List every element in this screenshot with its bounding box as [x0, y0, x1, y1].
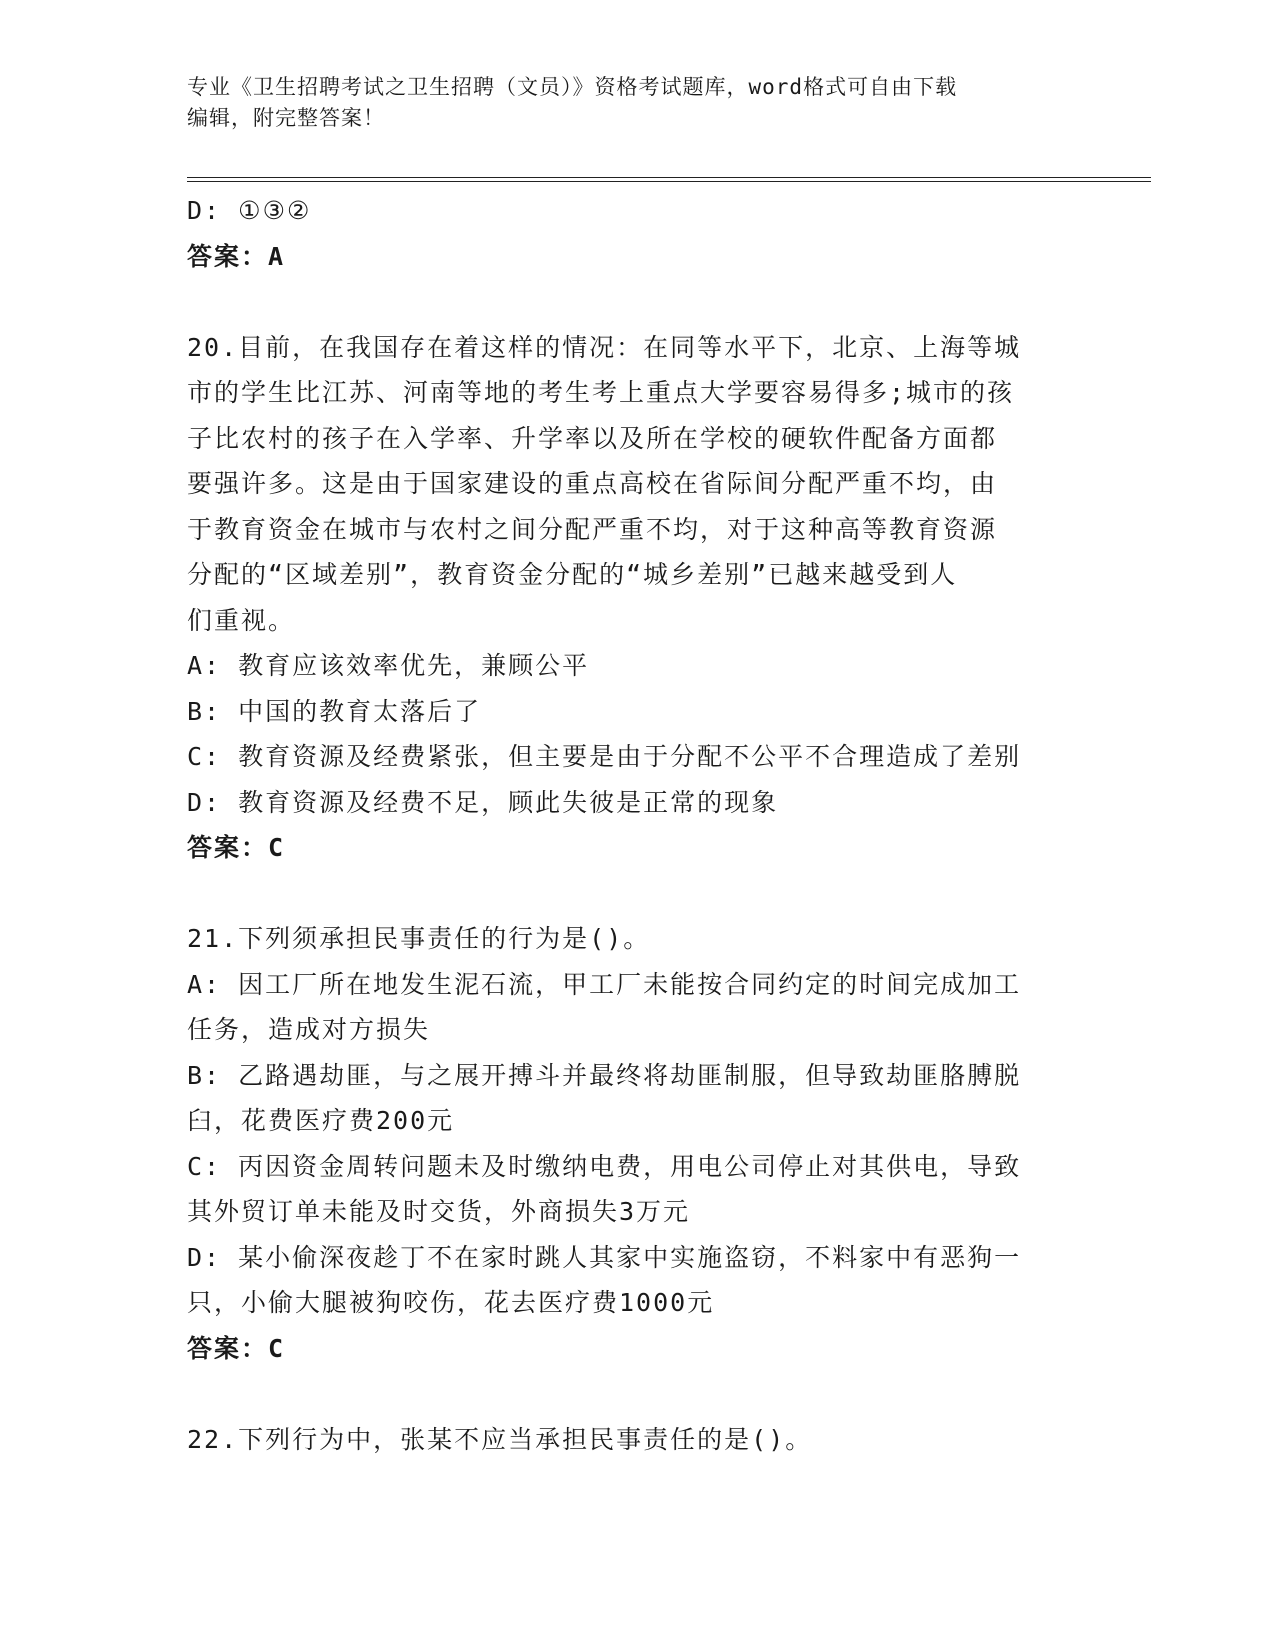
q20-option-d: D: 教育资源及经费不足，顾此失彼是正常的现象 [187, 787, 779, 817]
question-22 [187, 1417, 1087, 1463]
question-20 [187, 325, 1087, 871]
q20-stem-line: 市的学生比江苏、河南等地的考生考上重点大学要容易得多;城市的孩 [187, 378, 1015, 407]
q20-option-a: A: 教育应该效率优先，兼顾公平 [187, 651, 590, 680]
q20-stem-line: 20.目前，在我国存在着这样的情况：在同等水平下，北京、上海等城 [187, 332, 1022, 362]
q19-answer: 答案：A [187, 241, 286, 271]
q20-stem-line: 们重视。 [187, 605, 296, 635]
question-21 [187, 916, 1087, 1371]
q20-option-b: B: 中国的教育太落后了 [187, 696, 482, 726]
q21-stem: 21.下列须承担民事责任的行为是()。 [187, 924, 651, 953]
q21-answer: 答案：C [187, 1333, 286, 1363]
header-divider-bottom [187, 181, 1151, 182]
q21-option-d-cont: 只，小偷大腿被狗咬伤，花去医疗费1000元 [187, 1288, 715, 1317]
q21-option-a-cont: 任务，造成对方损失 [187, 1015, 431, 1044]
q20-stem-line: 要强许多。这是由于国家建设的重点高校在省际间分配严重不均，由 [187, 469, 998, 498]
q20-option-c: C: 教育资源及经费紧张，但主要是由于分配不公平不合理造成了差别 [187, 742, 1022, 771]
question-body [187, 188, 1087, 1462]
q20-stem-line: 于教育资金在城市与农村之间分配严重不均，对于这种高等教育资源 [187, 514, 998, 544]
q20-answer: 答案：C [187, 833, 286, 862]
q21-option-a: A: 因工厂所在地发生泥石流，甲工厂未能按合同约定的时间完成加工 [187, 969, 1022, 999]
header-line-2: 编辑，附完整答案！ [187, 106, 385, 130]
q20-stem-line: 子比农村的孩子在入学率、升学率以及所在学校的硬软件配备方面都 [187, 423, 998, 453]
q20-stem-line: 分配的“区域差别”，教育资金分配的“城乡差别”已越来越受到人 [187, 560, 958, 589]
q21-option-d: D: 某小偷深夜趁丁不在家时跳人其家中实施盗窃，不料家中有恶狗一 [187, 1242, 1022, 1272]
q21-option-b: B: 乙路遇劫匪，与之展开搏斗并最终将劫匪制服，但导致劫匪胳膊脱 [187, 1060, 1022, 1090]
page-header [187, 72, 1067, 134]
q21-option-b-cont: 臼，花费医疗费200元 [187, 1106, 455, 1135]
q21-option-c-cont: 其外贸订单未能及时交货，外商损失3万元 [187, 1197, 691, 1226]
q21-option-c: C: 丙因资金周转问题未及时缴纳电费，用电公司停止对其供电，导致 [187, 1151, 1022, 1181]
header-divider-top [187, 177, 1151, 178]
q22-stem: 22.下列行为中，张某不应当承担民事责任的是()。 [187, 1424, 813, 1454]
q19-option-d: D: ①③② [187, 196, 312, 225]
header-line-1: 专业《卫生招聘考试之卫生招聘（文员）》资格考试题库，word格式可自由下载 [187, 75, 958, 99]
